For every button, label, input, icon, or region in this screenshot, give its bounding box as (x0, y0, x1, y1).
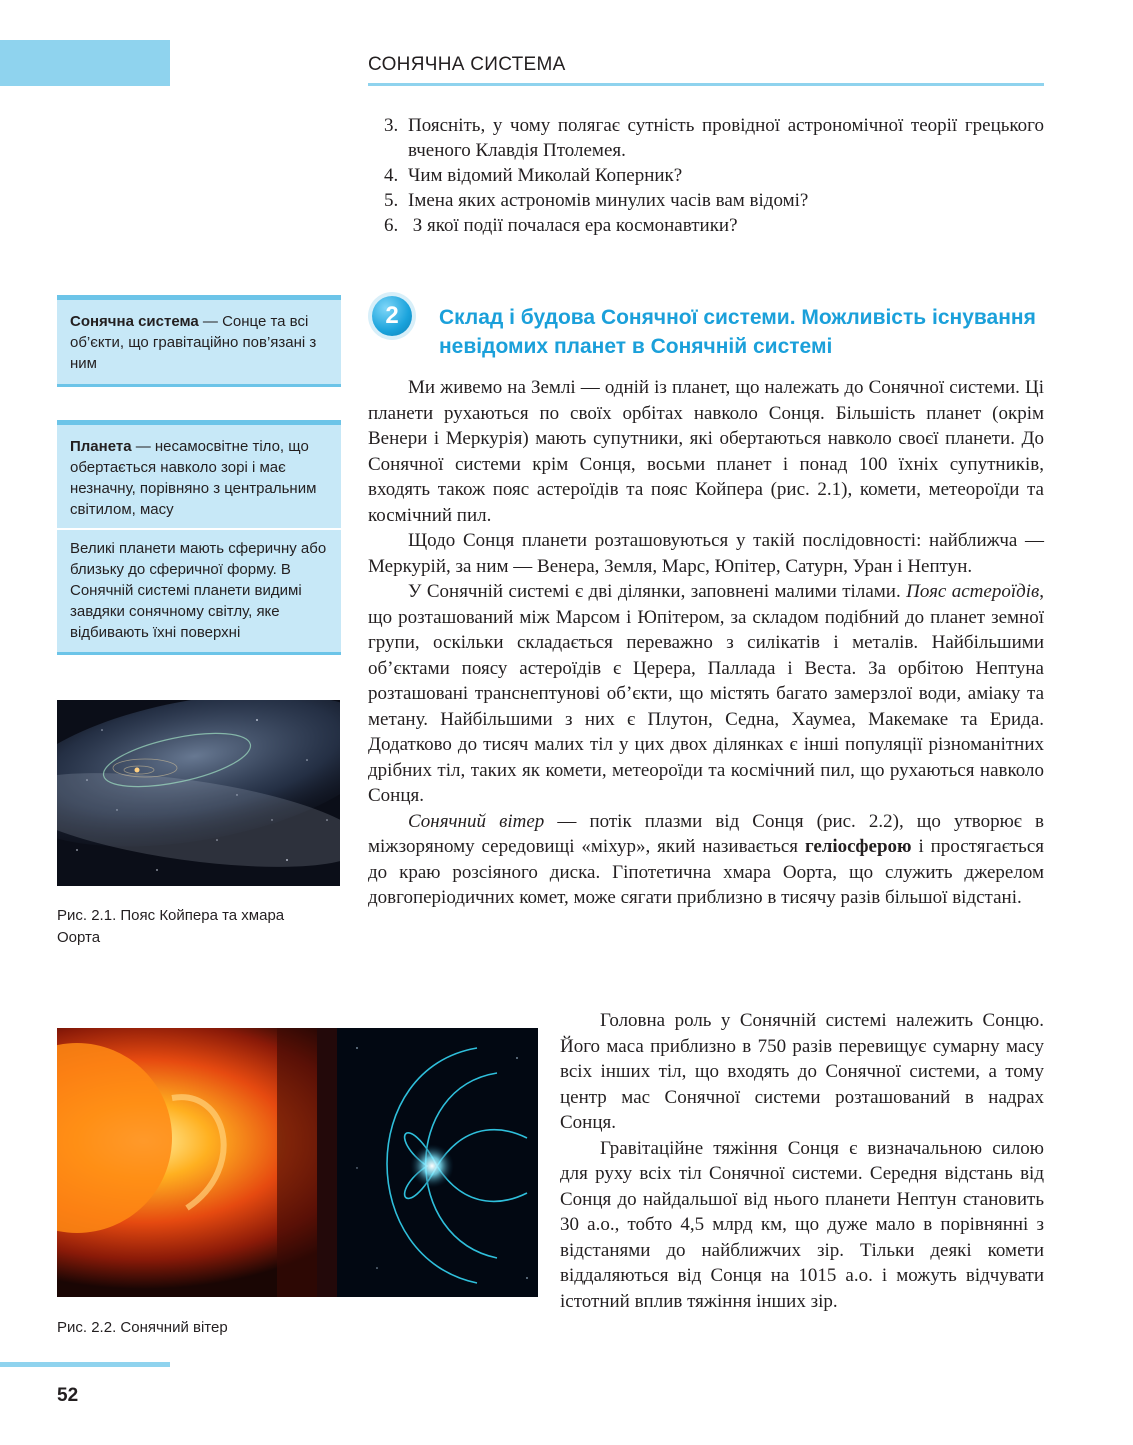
definition-term: Планета (70, 438, 132, 455)
question-item: 5. Імена яких астрономів минулих часів вам відомі? (384, 190, 809, 211)
page-number: 52 (57, 1385, 79, 1406)
footer-accent-bar (0, 1362, 170, 1367)
paragraph: Щодо Сонця планети розташовуються у такій послідовності: найближча — Меркурій, за ним — Венера, Земля, Марс, Юпітер, Сатурн, Уран і Нептун. (368, 530, 1044, 577)
running-title: СОНЯЧНА СИСТЕМА (368, 54, 566, 75)
paragraph: Головна роль у Сонячній системі належить Сонцю. Його маса приблизно в 750 разів перевищує сумарну масу всіх інших тіл, що входять до Сонячної системи, а тому центр мас Сонячної системи розташований в надрах Сонця. (560, 1010, 1044, 1133)
main-text-column (368, 375, 1044, 911)
solar-wind-illustration (57, 1028, 538, 1297)
definition-note: Великі планети мають сферичну або близьку до сферичної форму. В Сонячній системі планети видимі завдяки сонячному світлу, яке відбивають їхні поверхні (70, 540, 327, 641)
kuiper-belt-illustration (57, 700, 340, 886)
box-divider (57, 528, 341, 530)
section-number-badge: 2 (372, 296, 412, 336)
kuiper-belt-oort-cloud-image (57, 700, 340, 886)
section-heading: Склад і будова Сонячної системи. Можливість існування невідомих планет в Сонячній системі (439, 306, 1036, 358)
paragraph: Ми живемо на Землі — одній із планет, що належать до Сонячної системи. Ці планети рухаються по своїх орбітах навколо Сонця. Більшість планет (окрім Венери і Меркурія) мають супутники, які обертаються навколо своєї планети. До Сонячної системи крім Сонця, восьми планет і понад 100 їхніх супутників, входять також пояс астероїдів та пояс Койпера (рис. 2.1), комети, метеороїди та космічний пил. (368, 377, 1044, 526)
figure-caption: Рис. 2.2. Сонячний вітер (57, 1319, 228, 1336)
question-item: 3. Поясніть, у чому полягає сутність провідної астрономічної теорії грецького вченого Клавдія Птолемея. (384, 115, 1044, 161)
definition-text: — несамосвітне тіло, що обертається навколо зорі і має незначну, порівняно з центральним світилом, масу (70, 438, 317, 518)
header-rule (368, 83, 1044, 86)
header-accent-bar (0, 40, 170, 86)
definition-term: Сонячна система (70, 313, 199, 330)
figure-caption: Рис. 2.1. Пояс Койпера та хмара Оорта (57, 907, 285, 946)
paragraph: Сонячний вітер — потік плазми від Сонця (рис. 2.2), що утворює в міжзоряному середовищі «міхур», який називається геліосферою і простягається до краю розсіяного диска. Гіпотетична хмара Оорта, що служить джерелом довгоперіодичних комет, може сягати приблизно в тисячу разів більшої відстані. (368, 810, 1045, 908)
definition-text: — Сонце та всі об’єкти, що гравітаційно пов’язані з ним (70, 313, 317, 372)
solar-wind-image (57, 1028, 538, 1297)
review-questions (384, 113, 1044, 238)
paragraph: У Сонячній системі є дві ділянки, заповнені малими тілами. Пояс астероїдів, що розташований між Марсом і Юпітером, за складом подібний до планет земної групи, оскільки складається переважно з силікатів і металів. Найбільшими об’єктами поясу астероїдів є Церера, Паллада і Веста. За орбітою Нептуна розташовані транснептунові об’єкти, що містять багато замерзлої води, аміаку та метану. Найбільшими з них є Плутон, Седна, Хаумеа, Макемаке та Ерида. Додатково до тисяч малих тіл у цих двох ділянках є інші популяції різноманітних дрібних тіл, таких як комети, метеороїди та космічний пил, що рухаються навколо Сонця. (368, 581, 1044, 806)
question-item: 6. З якої події почалася ера космонавтики? (384, 215, 738, 236)
secondary-text-column (560, 1008, 1044, 1314)
question-item: 4. Чим відомий Миколай Коперник? (384, 165, 683, 186)
definition-box-planet (57, 420, 341, 655)
paragraph: Гравітаційне тяжіння Сонця є визначальною силою для руху всіх тіл Сонячної системи. Середня відстань від Сонця до найдальшої від нього планети Нептун становить 30 а.о., тобто 4,5 млрд км, що дуже мало в порівнянні з відстанями до найближчих зір. Тільки деякі комети віддаляються від Сонця на 1015 а.о. і можуть відчувати істотний вплив тяжіння інших зір. (560, 1137, 1044, 1312)
definition-box-solar-system (57, 295, 341, 387)
